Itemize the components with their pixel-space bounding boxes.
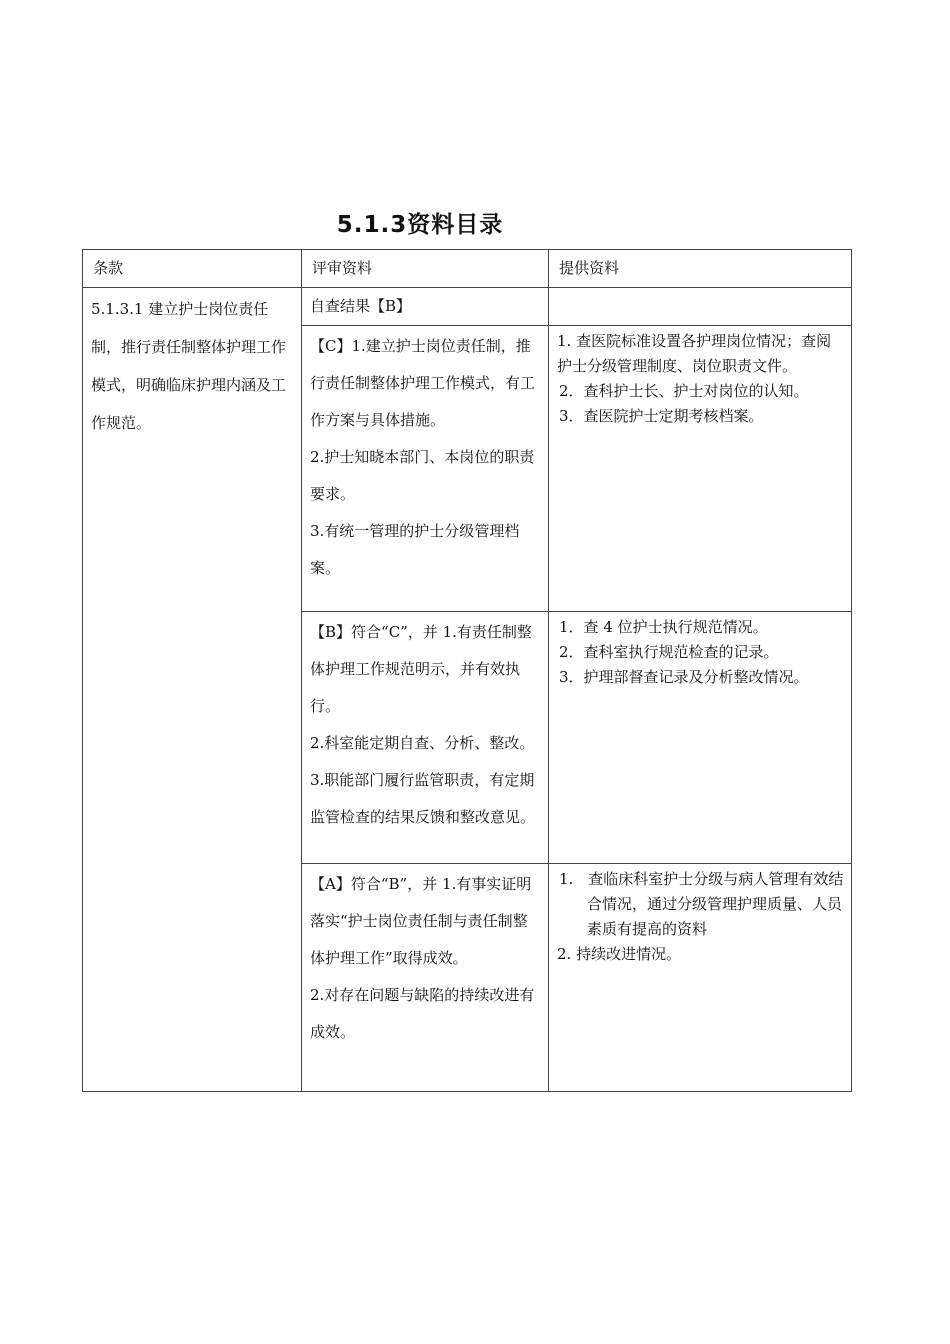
header-provided-materials: 提供资料 xyxy=(549,250,852,288)
header-review-materials: 评审资料 xyxy=(302,250,549,288)
requirement-item: 【A】符合“B”，并 1.有事实证明落实“护士岗位责任制与责任制整体护理工作”取得成效。 xyxy=(310,875,532,967)
requirement-item: 3.有统一管理的护士分级管理档案。 xyxy=(310,522,520,577)
level-b-requirements xyxy=(302,612,549,864)
level-c-requirements xyxy=(302,326,549,612)
provided-item: 3．护理部督查记录及分析整改情况。 xyxy=(559,668,809,686)
provided-item: 2．查科室执行规范检查的记录。 xyxy=(559,643,779,661)
clause-cell xyxy=(83,288,302,1092)
page-title: 5.1.3资料目录 xyxy=(336,212,504,238)
requirement-item: 【C】1.建立护士岗位责任制，推行责任制整体护理工作模式，有工作方案与具体措施。 xyxy=(310,337,536,429)
level-a-requirements xyxy=(302,864,549,1092)
provided-item: 2．查科护士长、护士对岗位的认知。 xyxy=(559,382,809,400)
provided-item: 1．查 4 位护士执行规范情况。 xyxy=(559,618,768,636)
requirement-item: 3.职能部门履行监管职责，有定期监管检查的结果反馈和整改意见。 xyxy=(310,771,536,826)
self-check-row xyxy=(83,288,852,326)
provided-item: 2. 持续改进情况。 xyxy=(557,945,682,963)
self-check-cell: 自查结果【B】 xyxy=(302,288,549,326)
level-b-provided xyxy=(549,612,852,864)
provided-item: 3．查医院护士定期考核档案。 xyxy=(559,407,764,425)
requirement-item: 2.护士知晓本部门、本岗位的职责要求。 xyxy=(310,448,535,503)
self-check-empty-cell xyxy=(549,288,852,326)
header-clause: 条款 xyxy=(83,250,302,288)
level-c-provided xyxy=(549,326,852,612)
data-catalog-table xyxy=(82,249,852,1092)
requirement-item: 【B】符合“C”，并 1.有责任制整体护理工作规范明示，并有效执行。 xyxy=(310,623,532,715)
provided-item: 1. 查临床科室护士分级与病人管理有效结合情况，通过分级管理护理质量、人员素质有提高的资料 xyxy=(559,870,844,938)
provided-item: 1. 查医院标准设置各护理岗位情况；查阅护士分级管理制度、岗位职责文件。 xyxy=(557,332,832,375)
requirement-item: 2.科室能定期自查、分析、整改。 xyxy=(310,734,535,752)
requirement-item: 2.对存在问题与缺陷的持续改进有成效。 xyxy=(310,986,535,1041)
clause-text: 5.1.3.1 建立护士岗位责任制，推行责任制整体护理工作模式，明确临床护理内涵及工作规范。 xyxy=(91,300,287,432)
table-header-row xyxy=(83,250,852,288)
level-a-provided xyxy=(549,864,852,1092)
